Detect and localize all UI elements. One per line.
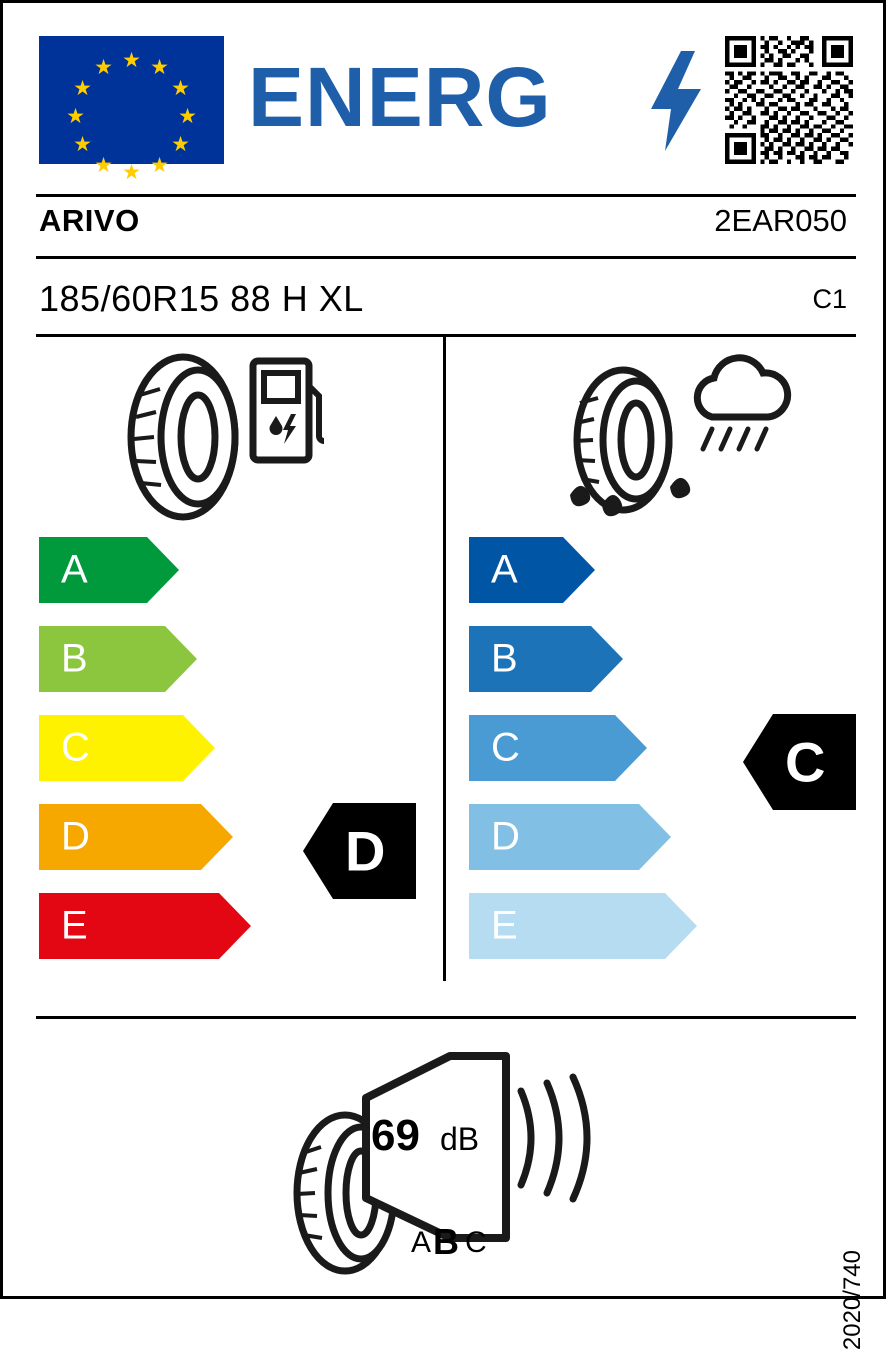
wet-grade-letter: C — [491, 725, 520, 770]
brand-name: ARIVO — [39, 203, 140, 238]
fuel-grade-d — [39, 804, 233, 870]
fuel-grade-e — [39, 893, 251, 959]
divider-brand — [36, 256, 856, 259]
page-title: ENERG — [248, 50, 552, 144]
fuel-result-letter: D — [345, 819, 386, 883]
wet-grade-letter: D — [491, 814, 520, 859]
eu-flag-icon: ★ ★ ★ ★ ★ ★ ★ ★ ★ ★ ★ ★ — [39, 36, 224, 164]
wet-grade-b — [469, 626, 623, 692]
wet-grade-d — [469, 804, 671, 870]
noise-unit: dB — [440, 1121, 480, 1157]
wet-result-badge — [743, 714, 856, 810]
qr-code-icon — [725, 36, 853, 164]
fuel-grade-b — [39, 626, 197, 692]
label-header — [3, 3, 889, 198]
rain-cloud-icon — [688, 355, 793, 465]
fuel-grade-c — [39, 715, 215, 781]
regulation-reference: 2020/740 — [839, 1250, 866, 1350]
noise-class-b: B — [433, 1221, 459, 1262]
divider-noise — [36, 1016, 856, 1019]
wet-grade-letter: A — [491, 547, 518, 592]
wet-grade-c — [469, 715, 647, 781]
tyre-icon — [128, 355, 238, 520]
noise-class-a: A — [411, 1226, 432, 1259]
divider-columns — [443, 334, 446, 981]
wet-grade-e — [469, 893, 697, 959]
wet-result-letter: C — [785, 730, 826, 794]
tyre-splash-icon — [566, 365, 686, 523]
divider-header — [36, 194, 856, 197]
noise-class-c: C — [465, 1226, 487, 1259]
fuel-grade-letter: D — [61, 814, 90, 859]
wet-grade-a — [469, 537, 595, 603]
wet-grade-letter: E — [491, 903, 518, 948]
tyre-class-code: C1 — [812, 284, 847, 314]
fuel-grade-letter: C — [61, 725, 90, 770]
divider-size — [36, 334, 856, 337]
fuel-grade-letter: E — [61, 903, 88, 948]
wet-grade-letter: B — [491, 636, 518, 681]
lightning-bolt-icon — [651, 51, 701, 151]
sound-waves-icon — [511, 1073, 591, 1203]
fuel-result-badge — [303, 803, 416, 899]
noise-value: 69 — [371, 1111, 420, 1160]
fuel-grade-letter: B — [61, 636, 88, 681]
model-code: 2EAR050 — [714, 203, 847, 238]
fuel-grade-a — [39, 537, 179, 603]
fuel-pump-icon — [250, 358, 326, 463]
fuel-grade-letter: A — [61, 547, 88, 592]
tyre-size: 185/60R15 88 H XL — [39, 278, 364, 319]
